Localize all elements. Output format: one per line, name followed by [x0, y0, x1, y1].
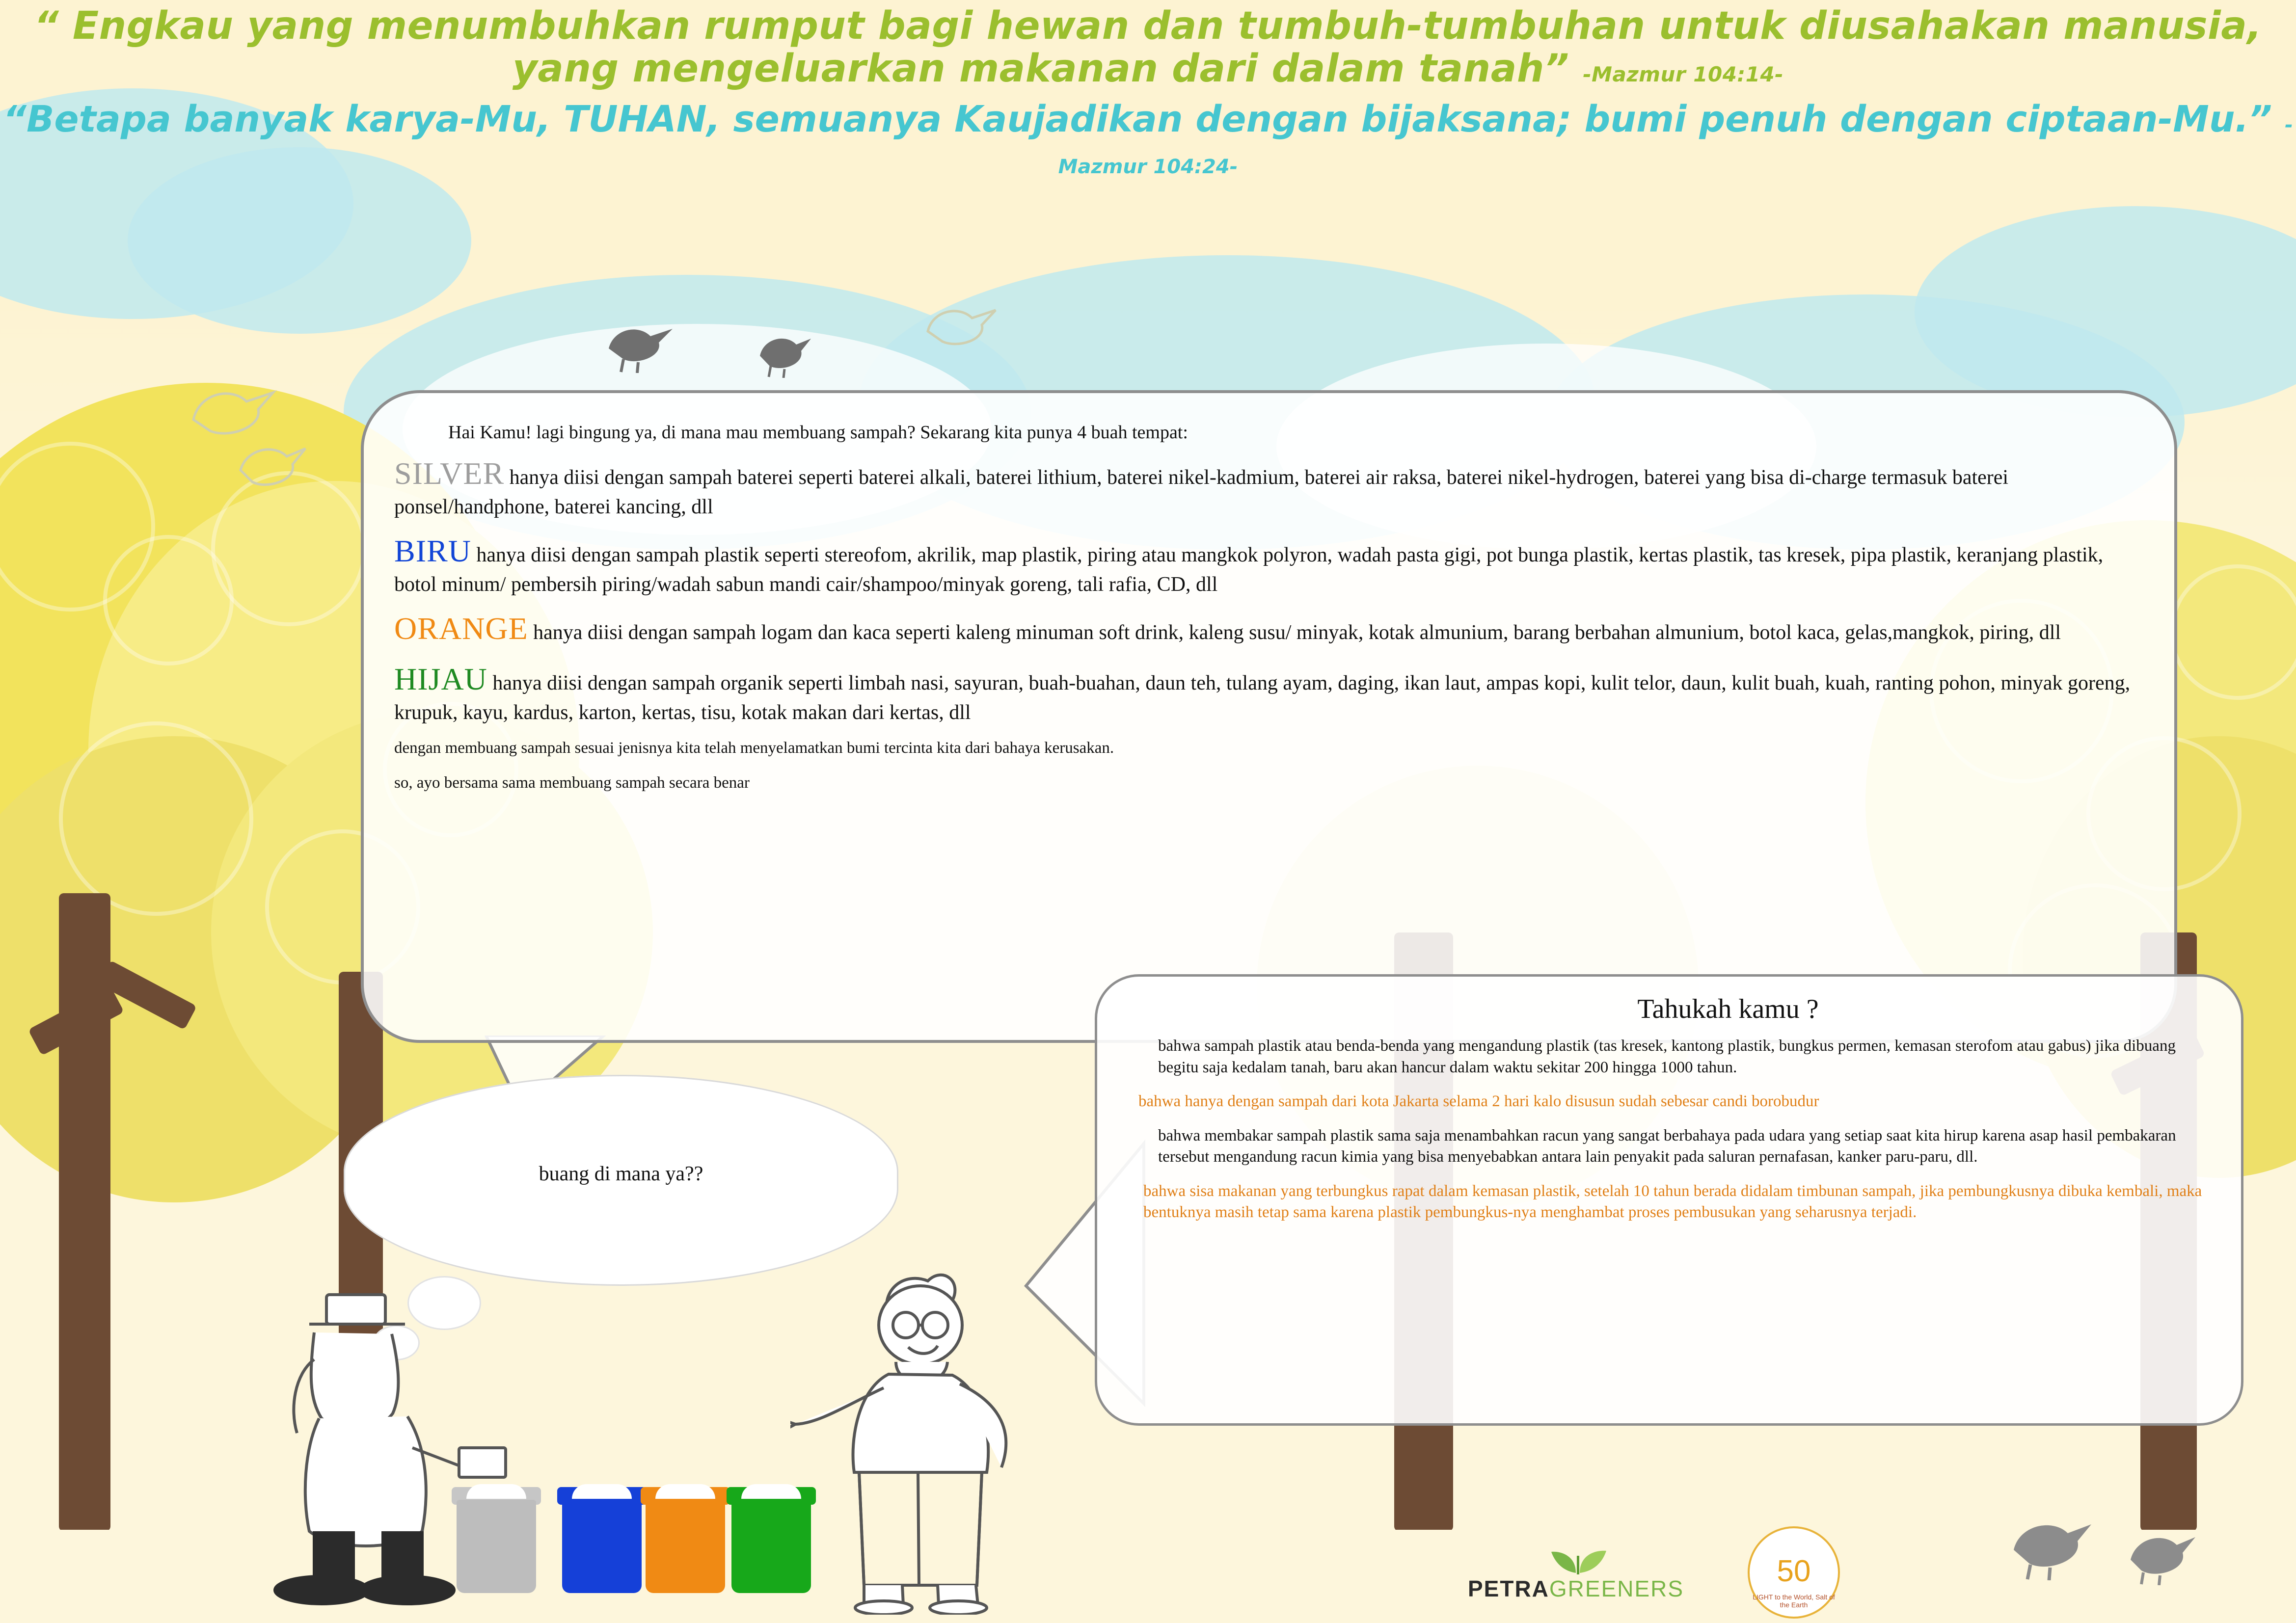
category-silver-text: hanya diisi dengan sampah baterei seperti baterei alkali, baterei lithium, baterei nikel-kadmium, baterei air raksa, baterei nikel-hydrogen, baterei yang bisa di-charge termasuk baterei ponsel/handphone, baterei kancing, dll: [394, 466, 2009, 519]
bubble-intro-text: Hai Kamu! lagi bingung ya, di mana mau membuang sampah? Sekarang kita punya 4 buah tempat:: [448, 422, 1188, 443]
quote-1-text: “ Engkau yang menumbuhkan rumput bagi hewan dan tumbuh-tumbuhan untuk diusahakan manusia, yang mengeluarkan makanan dari dalam tanah”: [34, 4, 2262, 91]
bird-icon: [756, 324, 815, 378]
bird-icon: [604, 314, 677, 373]
thought-bubble-text: buang di mana ya??: [539, 1163, 703, 1185]
orange-bin: [641, 1483, 730, 1594]
silver-bin: [452, 1483, 541, 1594]
tree-trunk: [59, 893, 110, 1531]
quote-2-text: “Betapa banyak karya-Mu, TUHAN, semuanya Kaujadikan dengan bijaksana; bumi penuh dengan ciptaan-Mu.”: [3, 98, 2272, 140]
orange-bin-lid-top: [655, 1484, 715, 1499]
fact-3: bahwa membakar sampah plastik sama saja menambahkan racun yang sangat berbahaya pada udara yang setiap saat kita hirup karena asap hasil pembakaran tersebut mengandung racun kimia yang bisa menyebabkan antara lain penyakit pada saluran pernafasan, kanker paru-paru, dll.: [1158, 1126, 2176, 1166]
fact-2: bahwa hanya dengan sampah dari kota Jakarta selama 2 hari kalo disusun sudah sebesar candi borobudur: [1138, 1092, 1819, 1111]
closing-line-1: dengan membuang sampah sesuai jenisnya kita telah menyelamatkan bumi tercinta kita dari bahaya kerusakan.: [394, 739, 1114, 757]
category-biru-text: hanya diisi dengan sampah plastik seperti stereofom, akrilik, map plastik, piring atau mangkok polyron, wadah pasta gigi, pot bunga plastik, kertas plastik, tas kresek, pipa plastik, keranjang plastik, botol minum/ pembersih piring/wadah sabun mandi cair/shampoo/minyak goreng, tali rafia, CD, dll: [394, 543, 2104, 596]
quote-2: [0, 99, 2296, 182]
category-silver: [394, 453, 2144, 521]
category-biru: [394, 531, 2144, 598]
leaf-icon: [1541, 1546, 1615, 1575]
did-you-know-bubble: [1095, 974, 2243, 1426]
category-hijau: [394, 659, 2144, 726]
petra-greeners-logo: [1468, 1546, 1684, 1602]
anniversary-number: 50: [1777, 1554, 1811, 1588]
main-speech-bubble: [361, 390, 2177, 1043]
ring-decoration: [2170, 564, 2296, 700]
bird-outline-icon: [923, 294, 1001, 358]
fact-1: bahwa sampah plastik atau benda-benda yang mengandung plastik (tas kresek, kantong plastik, bungkus permen, kemasan sterofom atau gabus) jika dibuang begitu saja kedalam tanah, baru akan hancur dalam waktu sekitar 200 hingga 1000 tahun.: [1158, 1037, 2176, 1076]
category-orange-keyword: ORANGE: [394, 611, 528, 646]
quote-2-ref: -Mazmur 104:24-: [1058, 113, 2293, 178]
blue-bin-body: [562, 1500, 642, 1593]
category-hijau-keyword: HIJAU: [394, 661, 487, 696]
logo-petra-word: PETRA: [1468, 1576, 1549, 1601]
category-silver-keyword: SILVER: [394, 456, 505, 491]
category-hijau-text: hanya diisi dengan sampah organik seperti limbah nasi, sayuran, buah-buahan, daun teh, tulang ayam, daging, ikan laut, ampas kopi, kulit telor, daun, kulit buah, kuah, ranting pohon, minyak goreng, krupuk, kayu, kardus, karton, kertas, tisu, kotak makan dari kertas, dll: [394, 671, 2131, 724]
bird-outline-icon: [236, 432, 309, 496]
petra-greeners-text: [1468, 1575, 1684, 1602]
character-boy: [790, 1261, 1095, 1615]
green-bin: [727, 1483, 816, 1594]
ring-decoration: [59, 721, 253, 916]
quote-1-ref: -Mazmur 104:14-: [1583, 62, 1784, 87]
fact-4: bahwa sisa makanan yang terbungkus rapat dalam kemasan plastik, setelah 10 tahun berada didalam timbunan sampah, jika pembungkusnya dibuka kembali, maka bentuknya masih tetap sama karena plastik pembungkus-nya menghambat proses pembusukan yang seharusnya terjadi.: [1143, 1182, 2202, 1222]
logo-greeners-word: GREENERS: [1549, 1576, 1684, 1601]
quote-1: [0, 5, 2296, 91]
anniversary-caption: LIGHT to the World, Salt of the Earth: [1753, 1593, 1835, 1609]
category-orange-text: hanya diisi dengan sampah logam dan kaca seperti kaleng minuman soft drink, kaleng susu/ minyak, kotak almunium, barang berbahan almunium, botol kaca, gelas,mangkok, piring, dll: [533, 621, 2061, 644]
blue-bin-lid-top: [572, 1484, 632, 1499]
bird-icon: [2008, 1507, 2096, 1580]
green-bin-body: [731, 1500, 811, 1593]
orange-bin-body: [646, 1500, 725, 1593]
scripture-quotes: [0, 5, 2296, 182]
blue-bin: [557, 1483, 647, 1594]
silver-bin-lid-top: [466, 1484, 526, 1499]
category-biru-keyword: BIRU: [394, 533, 471, 568]
closing-line-2: so, ayo bersama sama membuang sampah secara benar: [394, 773, 750, 792]
category-orange: [394, 608, 2144, 649]
anniversary-logo: [1748, 1526, 1840, 1619]
bird-icon: [2126, 1521, 2199, 1585]
did-you-know-title: Tahukah kamu ?: [1637, 994, 1819, 1024]
green-bin-lid-top: [741, 1484, 801, 1499]
silver-bin-body: [457, 1500, 536, 1593]
thought-bubble: [344, 1075, 898, 1286]
